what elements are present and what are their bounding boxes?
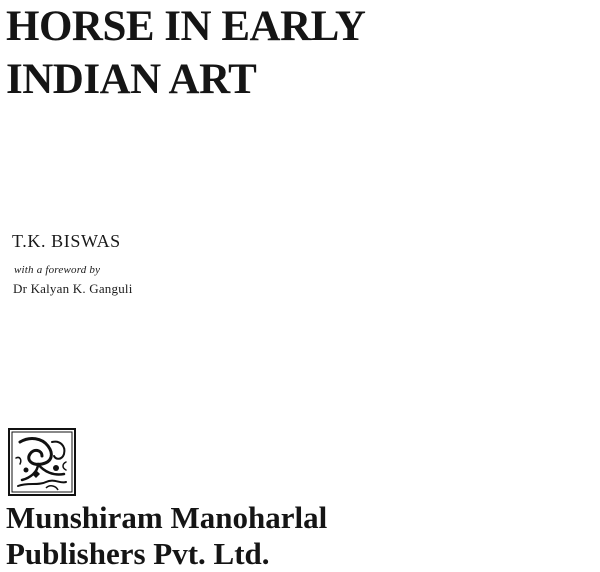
- publisher-name-line-2: Publishers Pvt. Ltd.: [6, 536, 270, 571]
- foreword-label: with a foreword by: [14, 264, 101, 276]
- book-title-line-1: HORSE IN EARLY: [6, 2, 366, 50]
- book-title-line-2: INDIAN ART: [6, 55, 257, 104]
- publisher-emblem-icon: [8, 428, 76, 496]
- publisher-name: [6, 500, 327, 572]
- foreword-author: Dr Kalyan K. Ganguli: [13, 281, 133, 296]
- publisher-name-line-1: Munshiram Manoharlal: [6, 500, 328, 535]
- author-name: T.K. BISWAS: [12, 231, 121, 251]
- book-title: [6, 0, 365, 106]
